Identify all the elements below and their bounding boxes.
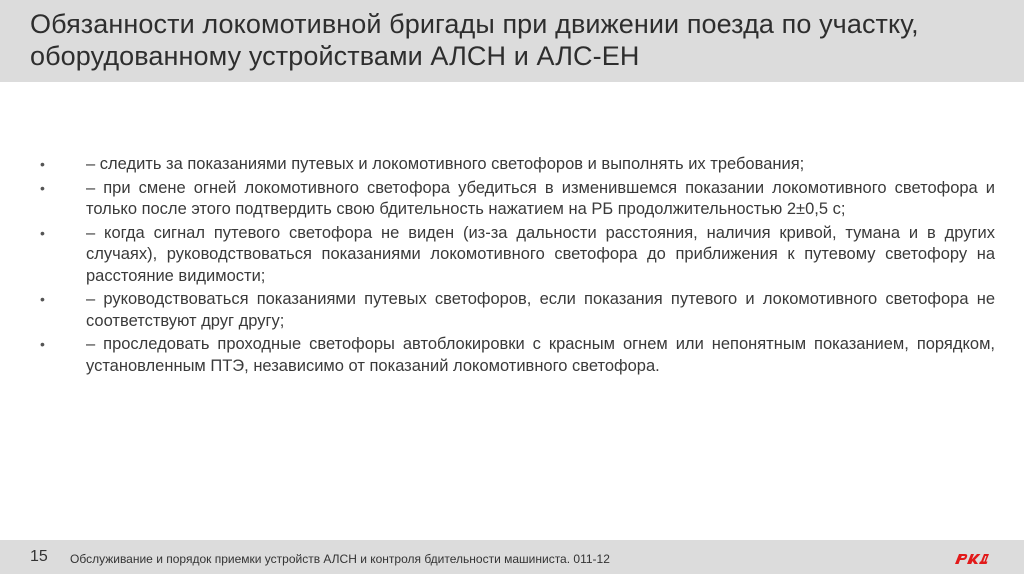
bullet-text: – когда сигнал путевого светофора не виден (из-за дальности расстояния, наличия кривой, тумана и в других случаях), руководствоваться показаниями локомотивного светофора до приближения к путевому светофору на расстояние видимости; — [86, 223, 995, 285]
slide-footer — [0, 540, 1024, 574]
rzd-logo-icon — [952, 551, 992, 567]
bullet-list — [40, 154, 995, 377]
bullet-item — [40, 223, 995, 288]
bullet-text: – следить за показаниями путевых и локомотивного светофоров и выполнять их требования; — [86, 155, 805, 173]
bullet-item — [40, 289, 995, 332]
bullet-dot: • — [40, 224, 45, 241]
bullet-dot: • — [40, 291, 45, 307]
bullet-dot: • — [40, 336, 45, 352]
slide-header — [0, 0, 1024, 82]
bullet-text: – руководствоваться показаниями путевых светофоров, если показания путевого и локомотивного светофора не соответствуют друг другу; — [86, 290, 995, 330]
page-number: 15 — [30, 548, 48, 565]
bullet-text: – при смене огней локомотивного светофора убедиться в изменившемся показании локомотивного светофора и только после этого подтвердить свою бдительность нажатием на РБ продолжительностью 2±0,5 с; — [86, 178, 995, 218]
bullet-dot: • — [40, 156, 45, 172]
bullet-dot: • — [40, 179, 45, 196]
bullet-item — [40, 154, 995, 176]
bullet-text: – проследовать проходные светофоры автоблокировки с красным огнем или непонятным показанием, порядком, установленным ПТЭ, независимо от показаний локомотивного светофора. — [86, 335, 995, 375]
footer-caption: Обслуживание и порядок приемки устройств АЛСН и контроля бдительности машиниста. 011-12 — [70, 552, 610, 566]
slide-content — [40, 154, 995, 379]
slide-title: Обязанности локомотивной бригады при движении поезда по участку, оборудованному устройствами АЛСН и АЛС-ЕН — [30, 9, 919, 71]
bullet-item — [40, 178, 995, 221]
bullet-item — [40, 334, 995, 377]
